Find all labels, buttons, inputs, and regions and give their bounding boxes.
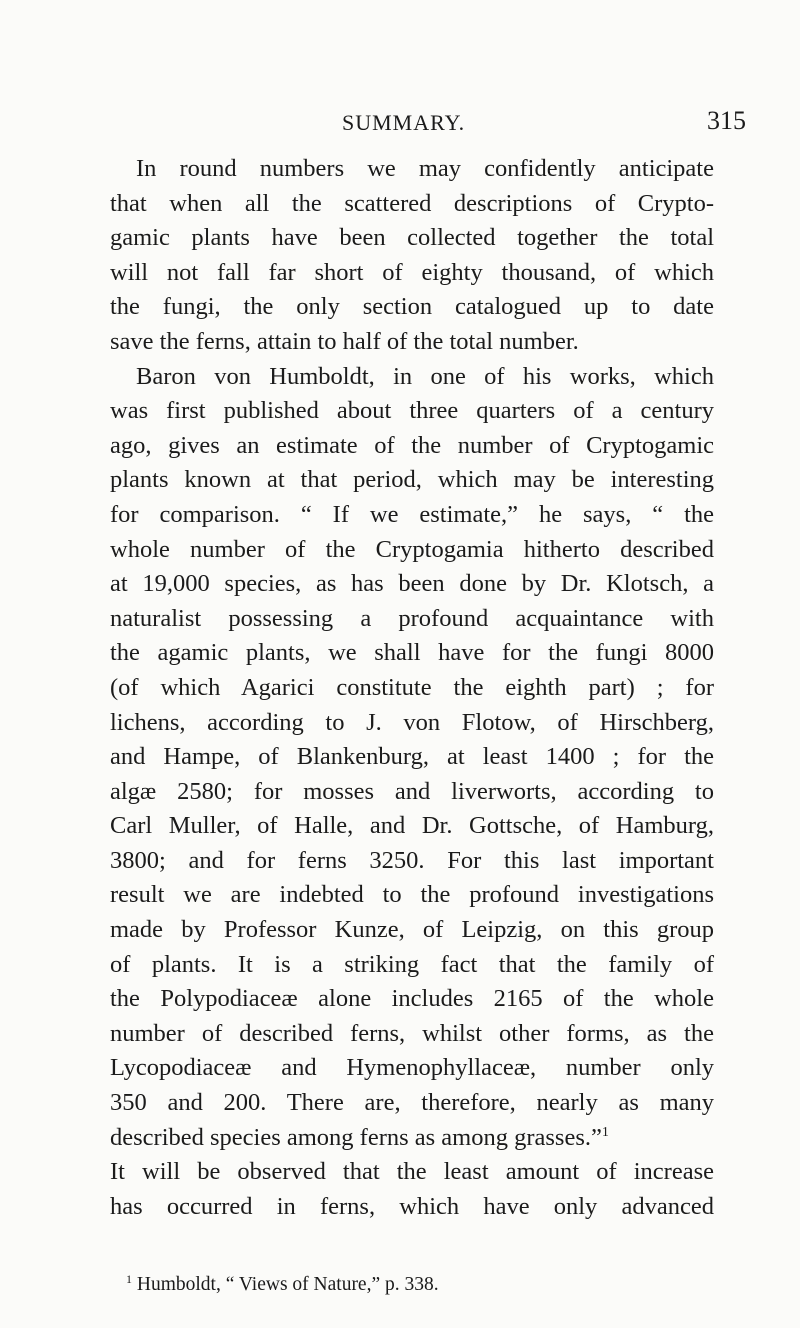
- text-line: Baron von Humboldt, in one of his works, which: [136, 362, 714, 390]
- text-line: Carl Muller, of Halle, and Dr. Gottsche, of Hamburg,: [110, 812, 714, 840]
- text-line: gamic plants have been collected together the total: [110, 224, 714, 252]
- text-line: In round numbers we may confidently anticipate: [136, 155, 714, 182]
- text-line: number of described ferns, whilst other forms, as the: [110, 1019, 714, 1047]
- footnote-reference: 1: [601, 1124, 609, 1140]
- text-line: whole number of the Cryptogamia hitherto described: [110, 535, 714, 563]
- text-line: has occurred in ferns, which have only advanced: [110, 1192, 714, 1220]
- text-line: was first published about three quarters of a century: [110, 397, 714, 425]
- text-line: made by Professor Kunze, of Leipzig, on this group: [110, 916, 714, 944]
- text-line: 3800; and for ferns 3250. For this last important: [110, 846, 714, 874]
- text-line: naturalist possessing a profound acquaintance with: [110, 604, 714, 632]
- text-line: and Hampe, of Blankenburg, at least 1400 ; for the: [110, 743, 714, 771]
- text-line: at 19,000 species, as has been done by Dr. Klotsch, a: [110, 570, 714, 598]
- text-line: Lycopodiaceæ and Hymenophyllaceæ, number only: [110, 1054, 714, 1082]
- text-line-with-note: [110, 1121, 714, 1156]
- text-line: lichens, according to J. von Flotow, of Hirschberg,: [110, 708, 714, 736]
- text-line: for comparison. “ If we estimate,” he says, “ the: [110, 500, 714, 528]
- text-line: algæ 2580; for mosses and liverworts, according to: [110, 777, 714, 805]
- text-line: the fungi, the only section catalogued up to date: [110, 293, 714, 321]
- text-line: It will be observed that the least amount of increase: [110, 1158, 714, 1186]
- text-line: (of which Agarici constitute the eighth part) ; for: [110, 673, 714, 701]
- text-line: result we are indebted to the profound investigations: [110, 881, 714, 909]
- chapter-title: SUMMARY.: [342, 110, 466, 135]
- text-line: that when all the scattered descriptions of Crypto-: [110, 189, 714, 217]
- page-number: 315: [707, 106, 746, 135]
- body-text: [110, 152, 714, 1224]
- footnote: [126, 1274, 439, 1296]
- text-line: will not fall far short of eighty thousand, of which: [110, 258, 714, 286]
- text-line: 350 and 200. There are, therefore, nearly as many: [110, 1089, 714, 1117]
- text-line: plants known at that period, which may be interesting: [110, 466, 714, 494]
- running-head: [0, 104, 800, 140]
- text-line: of plants. It is a striking fact that the family of: [110, 950, 714, 978]
- text-line: the Polypodiaceæ alone includes 2165 of the whole: [110, 985, 714, 1013]
- text-line: save the ferns, attain to half of the total number.: [110, 327, 579, 355]
- footnote-text: Humboldt, “ Views of Nature,” p. 338.: [136, 1274, 439, 1295]
- text-line: ago, gives an estimate of the number of Cryptogamic: [110, 431, 714, 459]
- text-line: described species among ferns as among grasses.”: [110, 1123, 602, 1151]
- footnote-marker: 1: [126, 1272, 132, 1286]
- text-line: the agamic plants, we shall have for the fungi 8000: [110, 639, 714, 667]
